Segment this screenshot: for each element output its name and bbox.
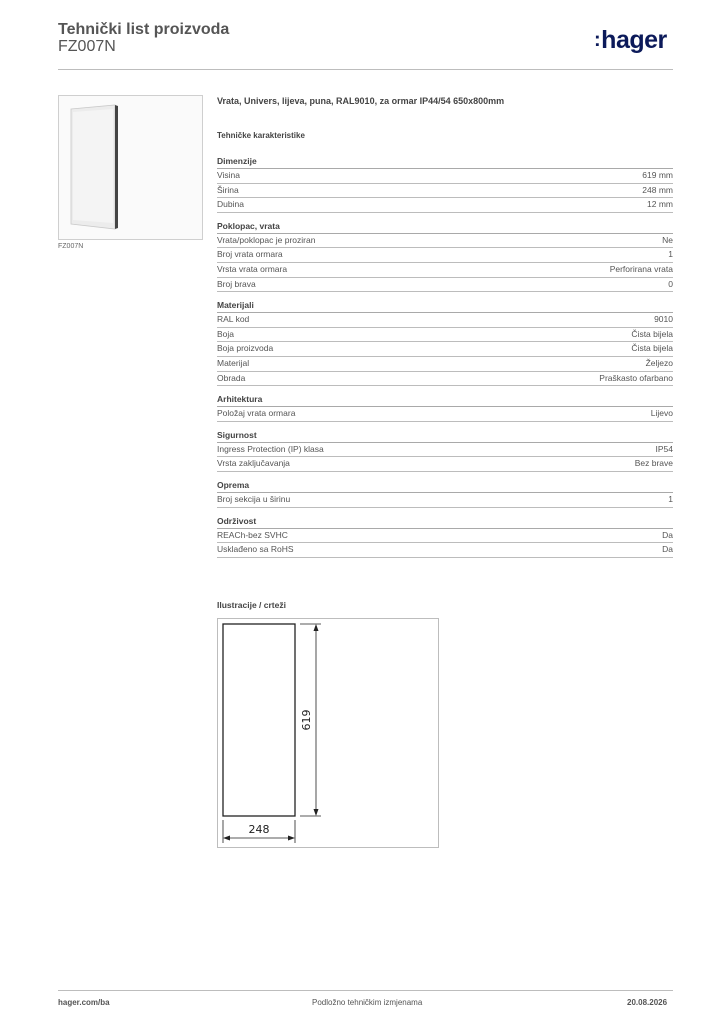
height-dimension-label: 619 <box>300 709 313 731</box>
spec-value: Da <box>662 544 673 555</box>
spec-group <box>217 220 673 292</box>
spec-row <box>217 457 673 472</box>
spec-label: Visina <box>217 170 240 180</box>
spec-group-title: Materijali <box>217 299 673 313</box>
spec-label: Obrada <box>217 372 246 383</box>
spec-group-title: Sigurnost <box>217 429 673 443</box>
spec-row <box>217 357 673 372</box>
spec-value: Ne <box>662 234 673 245</box>
spec-value: 9010 <box>654 314 673 325</box>
spec-value: Praškasto ofarbano <box>599 372 673 383</box>
spec-label: REACh-bez SVHC <box>217 529 288 540</box>
door-outline <box>223 624 295 816</box>
spec-value: 619 mm <box>642 170 673 180</box>
spec-row <box>217 328 673 343</box>
logo-text: hager <box>601 26 667 54</box>
image-caption: FZ007N <box>58 243 84 250</box>
spec-table <box>217 155 673 565</box>
spec-group-title: Održivost <box>217 515 673 529</box>
spec-row <box>217 169 673 184</box>
spec-value: 248 mm <box>642 184 673 195</box>
spec-row <box>217 313 673 328</box>
spec-group <box>217 479 673 508</box>
spec-value: 1 <box>668 493 673 504</box>
footer-website[interactable]: hager.com/ba <box>58 998 110 1007</box>
spec-label: Vrsta zaključavanja <box>217 458 290 469</box>
spec-group <box>217 393 673 422</box>
spec-label: Materijal <box>217 357 250 368</box>
spec-group <box>217 299 673 386</box>
footer-date: 20.08.2026 <box>627 998 668 1007</box>
tech-heading: Tehničke karakteristike <box>217 131 305 140</box>
spec-group-title: Dimenzije <box>217 155 673 169</box>
product-code: FZ007N <box>58 38 116 55</box>
spec-value: Željezo <box>645 357 673 368</box>
spec-row <box>217 493 673 508</box>
spec-label: RAL kod <box>217 314 250 325</box>
spec-label: Boja <box>217 328 235 339</box>
spec-value: Da <box>662 529 673 540</box>
spec-label: Širina <box>217 184 239 195</box>
illustration-title: Ilustracije / crteži <box>217 600 286 610</box>
spec-label: Boja proizvoda <box>217 343 274 354</box>
spec-row <box>217 407 673 422</box>
spec-label: Dubina <box>217 199 244 210</box>
spec-row <box>217 543 673 558</box>
spec-group <box>217 515 673 558</box>
spec-value: Bez brave <box>634 458 673 469</box>
spec-value: Čista bijela <box>631 328 673 339</box>
spec-row <box>217 234 673 249</box>
spec-row <box>217 342 673 357</box>
hager-logo <box>594 26 667 55</box>
spec-row <box>217 372 673 387</box>
spec-row <box>217 198 673 213</box>
spec-row <box>217 263 673 278</box>
spec-value: Lijevo <box>650 408 673 419</box>
spec-row <box>217 278 673 293</box>
spec-group <box>217 429 673 472</box>
footer-divider <box>58 990 673 991</box>
spec-value: Čista bijela <box>631 343 673 354</box>
spec-group <box>217 155 673 213</box>
product-image <box>58 95 203 240</box>
width-dimension-label: 248 <box>248 823 270 836</box>
spec-value: 1 <box>668 249 673 260</box>
spec-label: Broj brava <box>217 278 256 289</box>
door-panel-icon <box>65 103 175 233</box>
spec-row <box>217 184 673 199</box>
document-title: Tehnički list proizvoda <box>58 21 230 38</box>
spec-value: Perforirana vrata <box>609 263 673 274</box>
spec-value: 0 <box>668 278 673 289</box>
spec-label: Položaj vrata ormara <box>217 408 296 419</box>
spec-group-title: Oprema <box>217 479 673 493</box>
header-divider <box>58 69 673 70</box>
spec-row <box>217 529 673 544</box>
spec-value: 12 mm <box>647 199 673 210</box>
spec-row <box>217 248 673 263</box>
footer-disclaimer: Podložno tehničkim izmjenama <box>312 998 423 1007</box>
spec-label: Broj sekcija u širinu <box>217 493 291 504</box>
spec-label: Vrsta vrata ormara <box>217 263 288 274</box>
drawing-svg <box>218 619 440 849</box>
spec-label: Vrata/poklopac je proziran <box>217 234 316 245</box>
spec-label: Broj vrata ormara <box>217 249 283 260</box>
spec-label: Usklađeno sa RoHS <box>217 544 294 555</box>
spec-group-title: Poklopac, vrata <box>217 220 673 234</box>
product-description: Vrata, Univers, lijeva, puna, RAL9010, za ormar IP44/54 650x800mm <box>217 96 505 106</box>
spec-row <box>217 443 673 458</box>
spec-label: Ingress Protection (IP) klasa <box>217 443 324 454</box>
dimension-drawing <box>217 618 439 848</box>
logo-colon: : <box>594 29 601 51</box>
spec-value: IP54 <box>655 443 673 454</box>
spec-group-title: Arhitektura <box>217 393 673 407</box>
